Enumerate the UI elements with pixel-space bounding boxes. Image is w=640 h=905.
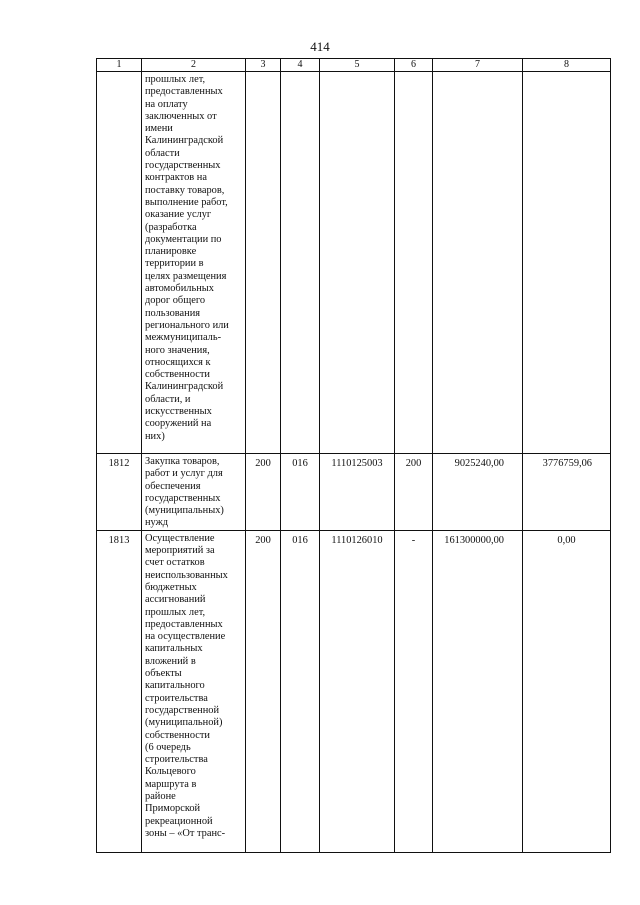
cell-col4 [281, 72, 320, 454]
cell-col4: 016 [281, 530, 320, 852]
cell-col7: 161300000,00 [433, 530, 523, 852]
cell-col8: 3776759,06 [523, 454, 611, 531]
cell-col3: 200 [246, 454, 281, 531]
column-header: 2 [142, 59, 246, 72]
cell-col3 [246, 72, 281, 454]
cell-col8 [523, 72, 611, 454]
row-description: Закупка товаров, работ и услуг для обеспечения государственных (муниципальных) нужд [142, 454, 246, 531]
table-row [97, 72, 611, 454]
cell-col7: 9025240,00 [433, 454, 523, 531]
cell-col6: - [395, 530, 433, 852]
column-header: 7 [433, 59, 523, 72]
cell-col7 [433, 72, 523, 454]
row-number [97, 72, 142, 454]
budget-table [96, 58, 611, 853]
column-header: 3 [246, 59, 281, 72]
cell-col3: 200 [246, 530, 281, 852]
table-row [97, 530, 611, 852]
column-header: 6 [395, 59, 433, 72]
table-row [97, 454, 611, 531]
column-header: 4 [281, 59, 320, 72]
cell-col4: 016 [281, 454, 320, 531]
row-description: Осуществление мероприятий за счет остатков неиспользованных бюджетных ассигнований прошлых лет, предоставленных на осуществление капитальных вложений в объекты капитального строительства государственной (муниципальной) собственности (6 очередь строительства Кольцевого маршрута в районе Приморской рекреационной зоны – «От транс- [142, 530, 246, 852]
row-number: 1813 [97, 530, 142, 852]
cell-col6 [395, 72, 433, 454]
column-header: 8 [523, 59, 611, 72]
cell-col8: 0,00 [523, 530, 611, 852]
cell-col5 [320, 72, 395, 454]
row-description: прошлых лет, предоставленных на оплату заключенных от имени Калининградской области государственных контрактов на поставку товаров, выполнение работ, оказание услуг (разработка документации по планировке территории в целях размещения автомобильных дорог общего пользования регионального или межмуниципаль- ного значения, относящихся к собственности Калининградской области, и искусственных сооружений на них) [142, 72, 246, 454]
column-header: 5 [320, 59, 395, 72]
cell-col6: 200 [395, 454, 433, 531]
column-header: 1 [97, 59, 142, 72]
row-number: 1812 [97, 454, 142, 531]
cell-col5: 1110125003 [320, 454, 395, 531]
page-number: 414 [310, 39, 330, 54]
table-header-row [97, 59, 611, 72]
cell-col5: 1110126010 [320, 530, 395, 852]
